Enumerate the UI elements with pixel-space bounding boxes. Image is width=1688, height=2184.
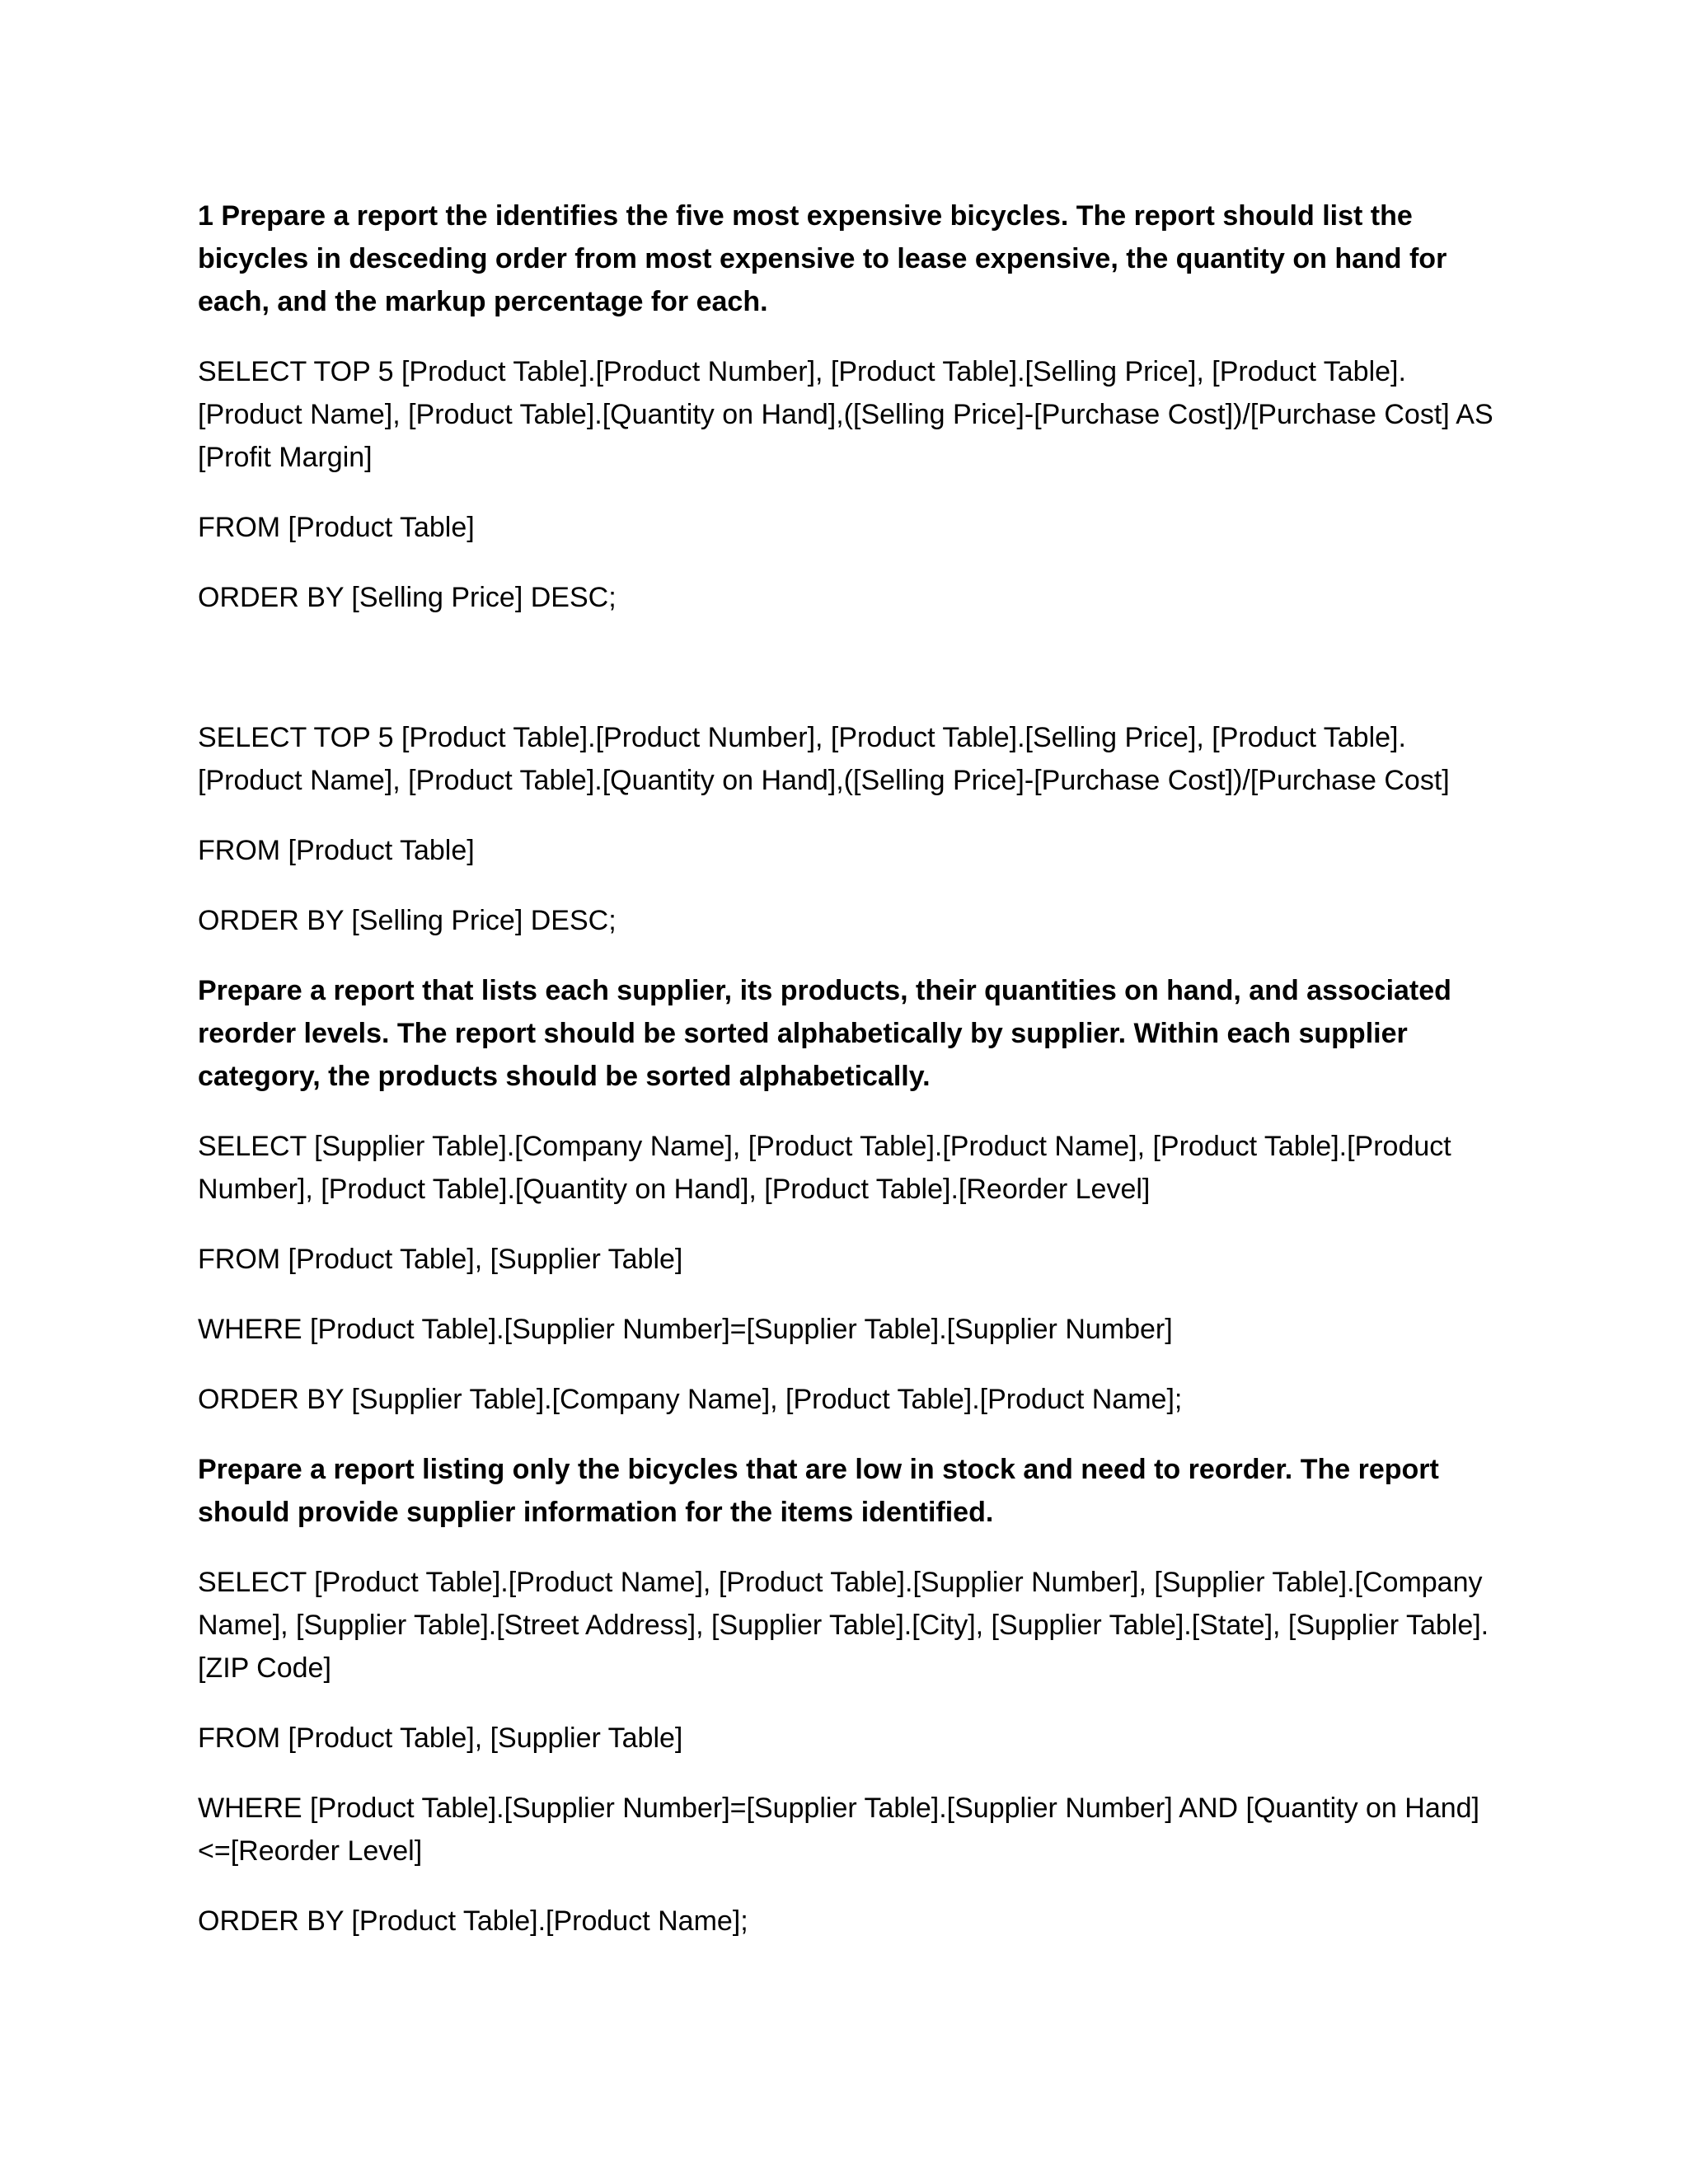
query-2-select: SELECT TOP 5 [Product Table].[Product Number], [Product Table].[Selling Price], [Product Table].[Product Name], [Product Table].[Quantity on Hand],([Selling Price]-[Purchase Cost])/[Purchase Cost]: [198, 722, 1450, 796]
query-4-from: FROM [Product Table], [Supplier Table]: [198, 1722, 683, 1754]
query-3-select: SELECT [Supplier Table].[Company Name], [Product Table].[Product Name], [Product Table].[Product Number], [Product Table].[Quantity on Hand], [Product Table].[Reorder Level]: [198, 1131, 1451, 1205]
query-2-order-by: ORDER BY [Selling Price] DESC;: [198, 905, 617, 936]
query-1-from: FROM [Product Table]: [198, 512, 475, 543]
query-4-order-by: ORDER BY [Product Table].[Product Name];: [198, 1905, 748, 1937]
query-2-from: FROM [Product Table]: [198, 835, 475, 866]
question-3-heading: Prepare a report listing only the bicycles that are low in stock and need to reorder. The report should provide supplier information for the items identified.: [198, 1454, 1439, 1528]
question-2-heading: Prepare a report that lists each supplier, its products, their quantities on hand, and associated reorder levels. The report should be sorted alphabetically by supplier. Within each supplier category, the products should be sorted alphabetically.: [198, 975, 1451, 1092]
query-3-order-by: ORDER BY [Supplier Table].[Company Name], [Product Table].[Product Name];: [198, 1384, 1183, 1415]
query-1-select: SELECT TOP 5 [Product Table].[Product Number], [Product Table].[Selling Price], [Product Table].[Product Name], [Product Table].[Quantity on Hand],([Selling Price]-[Purchase Cost])/[Purchase Cost] AS [Profit Margin]: [198, 356, 1493, 473]
document-body: [198, 194, 1500, 1970]
question-1-heading: 1 Prepare a report the identifies the five most expensive bicycles. The report should list the bicycles in desceding order from most expensive to lease expensive, the quantity on hand for each, and the markup percentage for each.: [198, 200, 1447, 317]
query-4-select: SELECT [Product Table].[Product Name], [Product Table].[Supplier Number], [Supplier Table].[Company Name], [Supplier Table].[Street Address], [Supplier Table].[City], [Supplier Table].[State], [Supplier Table].[ZIP Code]: [198, 1567, 1489, 1684]
query-3-where: WHERE [Product Table].[Supplier Number]=[Supplier Table].[Supplier Number]: [198, 1314, 1173, 1345]
query-3-from: FROM [Product Table], [Supplier Table]: [198, 1244, 683, 1275]
blank-spacer: [198, 646, 1500, 716]
query-1-order-by: ORDER BY [Selling Price] DESC;: [198, 582, 617, 613]
query-4-where: WHERE [Product Table].[Supplier Number]=[Supplier Table].[Supplier Number] AND [Quantity on Hand]<=[Reorder Level]: [198, 1793, 1480, 1867]
